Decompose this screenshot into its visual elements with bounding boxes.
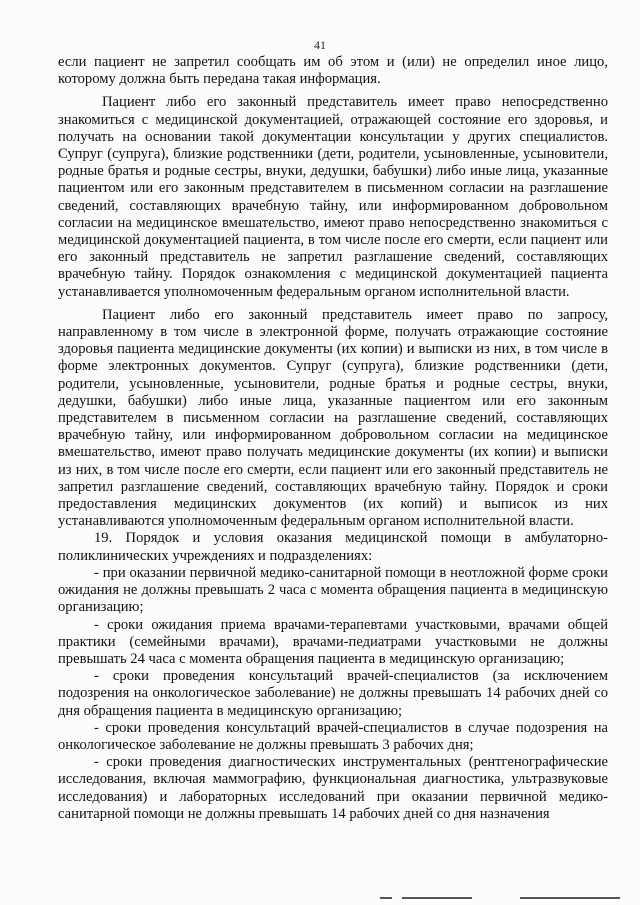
list-item-specialist-consultations: - сроки проведения консультаций врачей-специалистов (за исключением подозрения на онкологическое заболевание) не должны превышать 14 рабочих дней со дня обращения пациента в медицинскую организацию; — [58, 668, 608, 719]
paragraph-documentation-access: Пациент либо его законный представитель имеет право непосредственно знакомиться с медицинской документацией, отражающей состояние его здоровья, и получать на основании такой документации консультации у других специалистов. Супруг (супруга), близкие родственники (дети, родители, усыновленные, усыновители, родные братья и родные сестры, внуки, дедушки, бабушки) либо иные лица, указанные пациентом или его законным представителем в письменном согласии на разглашение сведений, составляющих врачебную тайну, или информированном добровольном согласии на медицинское вмешательство, имеют право непосредственно знакомиться с медицинской документацией пациента, в том числе после его смерти, если пациент или его законный представитель не запретил разглашение сведений, составляющих врачебную тайну. Порядок ознакомления с медицинской документацией пациента устанавливается уполномоченным федеральным органом исполнительной власти. — [58, 94, 608, 300]
scan-artifact — [402, 897, 472, 899]
list-item-oncology-consultations: - сроки проведения консультаций врачей-специалистов в случае подозрения на онкологическое заболевание не должны превышать 3 рабочих дня; — [58, 719, 608, 753]
list-item-therapist-wait: - сроки ожидания приема врачами-терапевтами участковыми, врачами общей практики (семейными врачами), врачами-педиатрами участковыми не должны превышать 24 часа с момента обращения пациента в медицинскую организацию; — [58, 616, 608, 667]
paragraph-document-copies: Пациент либо его законный представитель имеет право по запросу, направленному в том числе в электронной форме, получать отражающие состояние здоровья пациента медицинские документы (их копии) и выписки из них, в том числе в форме электронных документов. Супруг (супруга), близкие родственники (дети, родители, усыновленные, усыновители, родные братья и родные сестры, внуки, дедушки, бабушки) либо иные лица, указанные пациентом или его законным представителем в письменном согласии на разглашение сведений, составляющих врачебную тайну, или информированном добровольном согласии на медицинское вмешательство, имеют право получать медицинские документы (их копии) и выписки из них, в том числе после его смерти, если пациент или его законный представитель не запретил разглашение сведений, составляющих врачебную тайну. Порядок и сроки предоставления медицинских документов (их копий) и выписок из них устанавливаются уполномоченным федеральным органом исполнительной власти. — [58, 306, 608, 530]
paragraph-continuation: если пациент не запретил сообщать им об этом и (или) не определил иное лицо, которому должна быть передана такая информация. — [58, 54, 608, 88]
section-19-heading: 19. Порядок и условия оказания медицинской помощи в амбулаторно-поликлинических учреждениях и подразделениях: — [58, 530, 608, 564]
document-body — [58, 54, 608, 823]
scan-artifact — [380, 897, 392, 899]
scan-artifact — [520, 897, 620, 899]
list-item-diagnostic-tests: - сроки проведения диагностических инструментальных (рентгенографические исследования, включая маммографию, функциональная диагностика, ультразвуковые исследования) и лабораторных исследований при оказании первичной медико-санитарной помощи не должны превышать 14 рабочих дней со дня назначения — [58, 754, 608, 822]
page-number: 41 — [314, 38, 326, 52]
list-item-urgent-care: - при оказании первичной медико-санитарной помощи в неотложной форме сроки ожидания не должны превышать 2 часа с момента обращения пациента в медицинскую организацию; — [58, 564, 608, 616]
